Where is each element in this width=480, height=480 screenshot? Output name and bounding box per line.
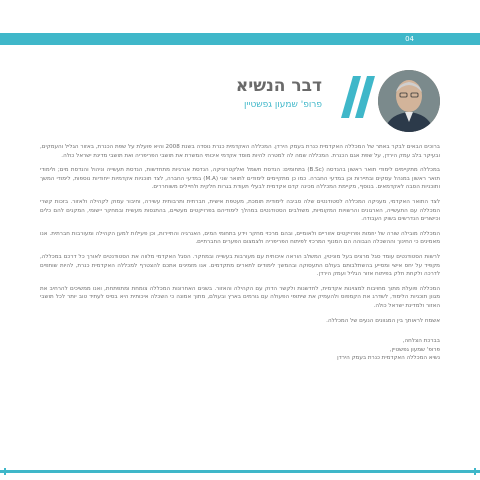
signature-block [40, 337, 440, 363]
paragraph: ברוכים הבאים לבקר באתר של המכללה האקדמית כנרת בעמק הירדן. המכללה האקדמית כנרת נוסדה בשנת 2008 והיא פועלת על שפת הכנרת, באזור הגליל והעמקים, ובעיקר בלב עמק הירדן, על שפת אגם הכנרת. המכללה שמה לה למטרה להיות מוסד אקדמי איכותי המשרת את תושבי הפריפריה ואת תושבי מדינת ישראל כולה. [40, 144, 440, 159]
bottom-bar-mark [4, 468, 6, 475]
paragraph: לרשות הסטודנטים עומד סגל מרצים בעל מוניטין, המשלב הוראה איכותית עם מעורבות בעשייה ובמחקר. הסגל האקדמי מלווה את הסטודנטים לאורך כל דרכם במכללה, מקפיד על יחס אישי ומסייע בהשתלבותם בעולם התעסוקה ובהמשך לימודים לתארים מתקדמים. אנו מזמינים אתכם להצטרף למכללה האקדמית כנרת, להיות שותפים לדרכה ולקחת חלק בפיתוח אזור הגליל ועמק הירדן. [40, 253, 440, 278]
page-title: דבר הנשיא [235, 76, 322, 96]
page-number: 04 [405, 35, 414, 43]
president-photo [378, 70, 440, 132]
paragraph: במכללה מתקיימים לימודי תואר ראשון בהנדסה (B.Sc) בתחומים: הנדסת חשמל ואלקטרוניקה, הנדסת אנרגיות מתחדשות, הנדסת תעשייה וניהול והנדסת מים; ולימודי תואר ראשון במנהל עסקים ובתיירות וכן במדעי החברה. כמו כן מתקיימים לימודים לתואר שני (M.A) במדעי החברה, לצד תוכניות אקדמיות ייחודיות נוספות, לימודי המשך ותוכניות הסבה לאקדמאים. בנוסף, מקיימת המכללה מכינה קדם אקדמית לבעלי תעודת בגרות חלקית ולחיילים משוחררים. [40, 167, 441, 191]
bottom-bar [0, 470, 480, 473]
signature-line: פרופ' שמעון גפשטיין, [389, 346, 440, 353]
closing-line: אשמח לראותך בין המגוונים הנעים של המכללה. [326, 317, 440, 324]
signature-line: נשיא המכללה האקדמית כנרת בעמק הירדן [337, 355, 440, 362]
paragraph: המכללה מובילה שורה של יוזמות ופרויקטים אזוריים ולאומיים, ובהם מרכזי מחקר וידע בתחומי המים, האנרגיה והתיירות, וכן פעילות למען הקהילה ומעורבות חברתית. אנו מאמינים כי החינוך וההשכלה הגבוהה הם המנוף המרכזי לפיתוח הפריפריה ולצמצום הפערים החברתיים. [40, 230, 440, 246]
bottom-bar-mark [474, 468, 476, 475]
letter-body [40, 143, 440, 363]
double-slash-mark [341, 76, 375, 118]
page-subtitle: פרופ' שמעון גפשטיין [243, 100, 322, 110]
signature-line: בברכת הצלחה, [402, 338, 440, 345]
top-bar [0, 33, 480, 45]
paragraph: לצד התואר האקדמי, מעניקה המכללה לסטודנטים שלה סביבה לימודית תומכת, מעטפת אישית, חברתית ותרבותית עשירה, וחיבור עמוק לקהילה ולאזור. בזכות קשרי המכללה עם התעשייה, הארגונים והרשויות המקומיות, משולבים הסטודנטים במהלך לימודיהם בפרויקטים מעשיים, בהתנסות מעשית ובמחקר יישומי, המקנים להם כלים וכישורים הנדרשים בשוק העבודה. [40, 198, 440, 223]
header [0, 70, 480, 138]
paragraph: המכללה פועלת מתוך מחויבות למצוינות אקדמית, לחדשנות ולקשר הדוק עם הקהילה והאזור. בשנים האחרונות המכללה צומחת ומתפתחת, ואנו ממשיכים להרחיב את מגוון תוכניות הלימוד, לשדרג את הקמפוס ולהעמיק את שיתופי הפעולה עם גורמים בארץ ובעולם, מתוך אמונה כי השכלה איכותית היא בסיס לעתיד טוב יותר לכל תושבי האזור ולמדינת ישראל כולה. [40, 285, 440, 309]
